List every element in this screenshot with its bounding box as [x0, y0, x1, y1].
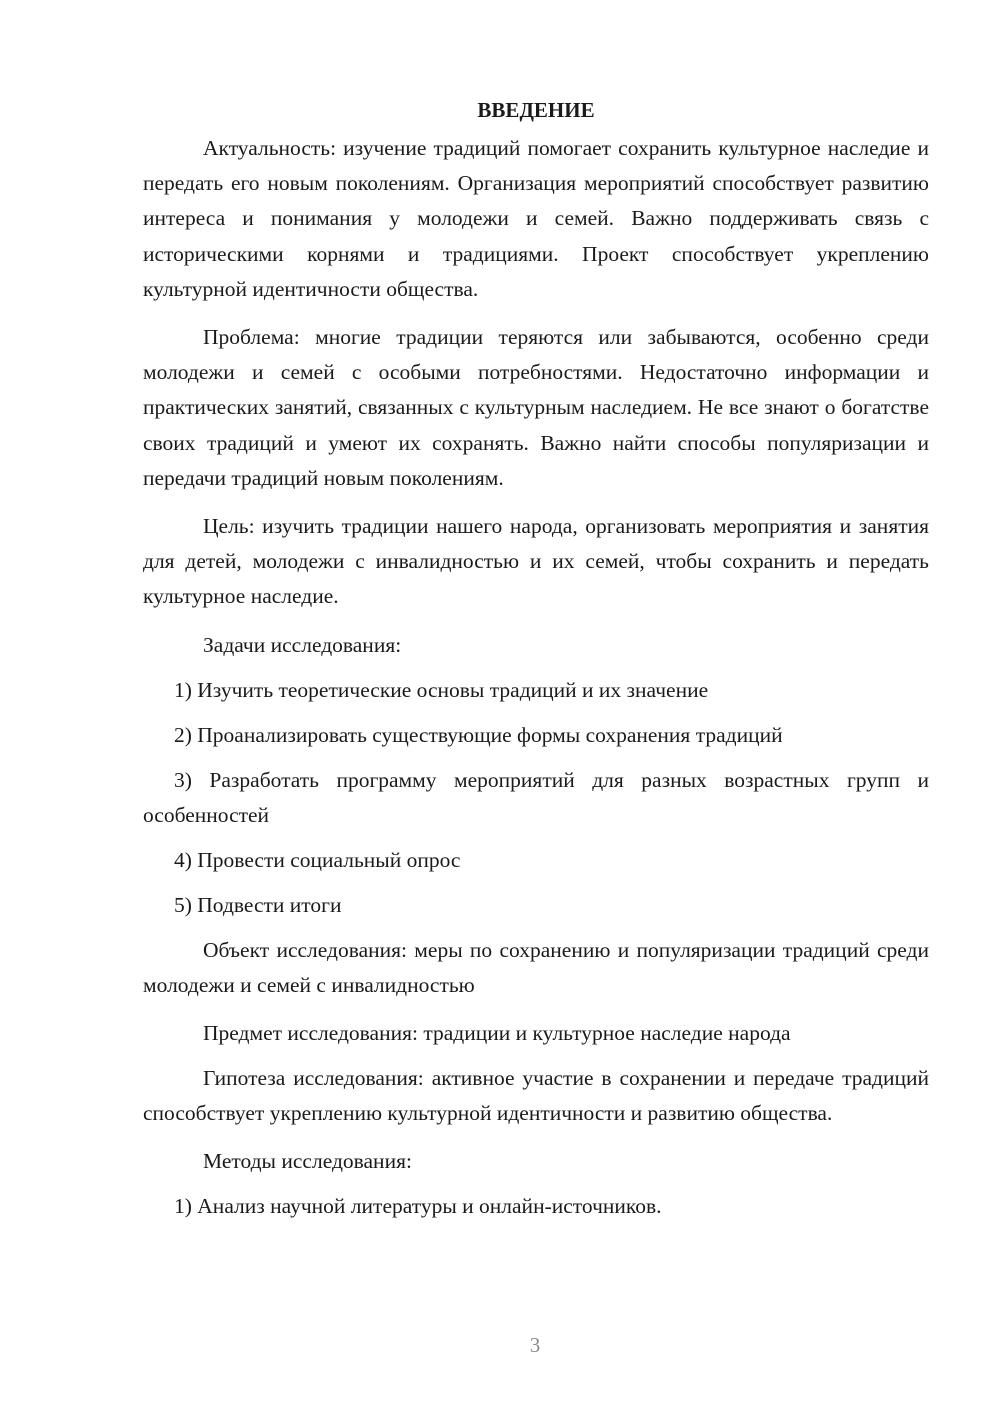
methods-heading: Методы исследования: — [203, 1149, 412, 1174]
method-item: 1) Анализ научной литературы и онлайн-источников. — [174, 1194, 662, 1219]
task-item: 4) Провести социальный опрос — [174, 847, 461, 872]
section-title: ВВЕДЕНИЕ — [477, 98, 595, 122]
object-paragraph: Объект исследования: меры по сохранению и популяризации традиций среди молодежи и семей с инвалидностью — [143, 937, 929, 997]
goal-paragraph: Цель: изучить традиции нашего народа, организовать мероприятия и занятия для детей, молодежи с инвалидностью и их семей, чтобы сохранить и передать культурное наследие. — [143, 514, 929, 609]
subject-paragraph: Предмет исследования: традиции и культурное наследие народа — [203, 1021, 791, 1046]
document-page — [143, 92, 929, 1234]
task-item: 2) Проанализировать существующие формы сохранения традиций — [174, 722, 783, 747]
task-item: 3) Разработать программу мероприятий для разных возрастных групп и особенностей — [143, 767, 929, 827]
relevance-paragraph: Актуальность: изучение традиций помогает сохранить культурное наследие и передать его новым поколениям. Организация мероприятий способствует развитию интереса и понимания у молодежи и семей. Важно поддерживать связь с историческими корнями и традициями. Проект способствует укреплению культурной идентичности общества. — [143, 136, 929, 301]
tasks-heading: Задачи исследования: — [203, 632, 402, 657]
task-item: 1) Изучить теоретические основы традиций и их значение — [174, 677, 709, 702]
problem-paragraph: Проблема: многие традиции теряются или забываются, особенно среди молодежи и семей с особыми потребностями. Недостаточно информации и практических занятий, связанных с культурным наследием. Не все знают о богатстве своих традиций и умеют их сохранять. Важно найти способы популяризации и передачи традиций новым поколениям. — [143, 325, 929, 490]
task-item: 5) Подвести итоги — [174, 892, 342, 917]
hypothesis-paragraph: Гипотеза исследования: активное участие в сохранении и передаче традиций способствует укреплению культурной идентичности и развитию общества. — [143, 1066, 929, 1126]
page-number: 3 — [529, 1333, 541, 1357]
